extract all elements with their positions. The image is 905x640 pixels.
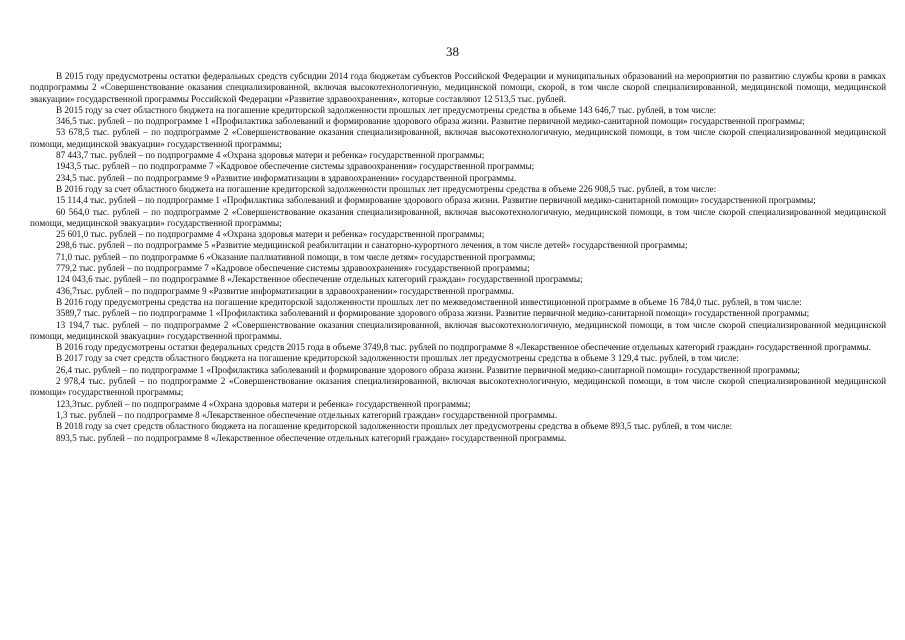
paragraph: 436,7тыс. рублей – по подпрограмме 9 «Развитие информатизации в здравоохранении» государственной программы. (56, 285, 514, 296)
paragraph: 893,5 тыс. рублей – по подпрограмме 8 «Лекарственное обеспечение отдельных категорий граждан» государственной программы. (56, 432, 567, 443)
paragraph: 15 114,4 тыс. рублей – по подпрограмме 1 «Профилактика заболеваний и формирование здорового образа жизни. Развитие первичной медико-санитарной помощи» государственной программы; (56, 195, 816, 206)
paragraph: В 2016 году предусмотрены остатки федеральных средств 2015 года в объеме 3749,8 тыс. рублей по подпрограмме 8 «Лекарственное обеспечение отдельных категорий граждан» государственной программы. (56, 342, 871, 353)
paragraph: 346,5 тыс. рублей – по подпрограмме 1 «Профилактика заболеваний и формирование здорового образа жизни. Развитие первичной медико-санитарной помощи» государственной программы; (56, 116, 805, 127)
page-number: 38 (446, 44, 459, 59)
paragraph: 298,6 тыс. рублей – по подпрограмме 5 «Развитие медицинской реабилитации и санаторно-курортного лечения, в том числе детей» государственной программы; (56, 240, 688, 251)
paragraph: 26,4 тыс. рублей – по подпрограмме 1 «Профилактика заболеваний и формирование здорового образа жизни. Развитие первичной медико-санитарной помощи» государственной программы; (56, 364, 800, 375)
paragraph: 87 443,7 тыс. рублей – по подпрограмме 4 «Охрана здоровья матери и ребенка» государственной программы; (56, 150, 485, 161)
paragraph: 25 601,0 тыс. рублей – по подпрограмме 4 «Охрана здоровья матери и ребенка» государственной программы; (56, 229, 485, 240)
paragraph: 71,0 тыс. рублей – по подпрограмме 6 «Оказание паллиативной помощи, в том числе детям» государственной программы; (56, 251, 536, 262)
paragraph: В 2016 году за счет областного бюджета на погашение кредиторской задолженности прошлых лет предусмотрены средства в объеме 226 908,5 тыс. рублей, в том числе: (56, 183, 717, 194)
paragraph: 124 043,6 тыс. рублей – по подпрограмме 8 «Лекарственное обеспечение отдельных категорий граждан» государственной программы; (56, 274, 583, 285)
paragraph: 779,2 тыс. рублей – по подпрограмме 7 «Кадровое обеспечение системы здравоохранения» государственной программы; (56, 263, 530, 274)
paragraph: 234,5 тыс. рублей – по подпрограмме 9 «Развитие информатизации в здравоохранении» государственной программы. (56, 172, 517, 183)
paragraph: В 2015 году за счет областного бюджета на погашение кредиторской задолженности прошлых лет предусмотрены средства в объеме 143 646,7 тыс. рублей, в том числе: (56, 104, 717, 115)
paragraph: В 2018 году за счет средств областного бюджета на погашение кредиторской задолженности прошлых лет предусмотрены средства в объеме 893,5 тыс. рублей, в том числе: (56, 421, 733, 432)
paragraph: 2 978,4 тыс. рублей – по подпрограмме 2 «Совершенствование оказания специализированной, включая высокотехнологичную, медицинской помощи, в том числе скорой специализированной медицинской помощи» государственной программы; (30, 376, 886, 398)
paragraph: 3589,7 тыс. рублей – по подпрограмме 1 «Профилактика заболеваний и формирование здорового образа жизни. Развитие первичной медико-санитарной помощи» государственной программы; (56, 308, 810, 319)
paragraph: В 2017 году за счет средств областного бюджета на погашение кредиторской задолженности прошлых лет предусмотрены средства в объеме 3 129,4 тыс. рублей, в том числе: (56, 353, 739, 364)
paragraph: 13 194,7 тыс. рублей – по подпрограмме 2 «Совершенствование оказания специализированной, включая высокотехнологичную, медицинской помощи, в том числе скорой специализированной медицинской помощи, медицинской эвакуации» государственной программы. (30, 319, 886, 341)
paragraph: 1943,5 тыс. рублей – по подпрограмме 7 «Кадровое обеспечение системы здравоохранения» государственной программы; (56, 161, 535, 172)
paragraph: В 2015 году предусмотрены остатки федеральных средств субсидии 2014 года бюджетам субъектов Российской Федерации и муниципальных образований на мероприятия по развитию службы крови в рамках подпрограммы 2 «Совершенствование оказания специализированной, включая высокотехнологичную, медицинской помощи, скорой, в том числе скорой специализированной, медицинской помощи, медицинской эвакуации» государственной программы Российской Федерации «Развитие здравоохранения», которые составляют 12 513,5 тыс. рублей. (30, 71, 886, 104)
paragraph: 1,3 тыс. рублей – по подпрограмме 8 «Лекарственное обеспечение отдельных категорий граждан» государственной программы. (56, 409, 558, 420)
paragraph: 53 678,5 тыс. рублей – по подпрограмме 2 «Совершенствование оказания специализированной, включая высокотехнологичную, медицинской помощи, в том числе скорой специализированной медицинской помощи, медицинской эвакуации» государственной программы; (30, 127, 886, 149)
paragraph: 123,3тыс. рублей – по подпрограмме 4 «Охрана здоровья матери и ребенка» государственной программы; (56, 398, 471, 409)
document-body (30, 71, 886, 444)
paragraph: 60 564,0 тыс. рублей – по подпрограмме 2 «Совершенствование оказания специализированной, включая высокотехнологичную, медицинской помощи, в том числе скорой специализированной медицинской помощи, медицинской эвакуации» государственной программы; (30, 206, 886, 228)
paragraph: В 2016 году предусмотрены средства на погашение кредиторской задолженности прошлых лет по межведомственной инвестиционной программе в объеме 16 784,0 тыс. рублей, в том числе: (56, 296, 802, 307)
